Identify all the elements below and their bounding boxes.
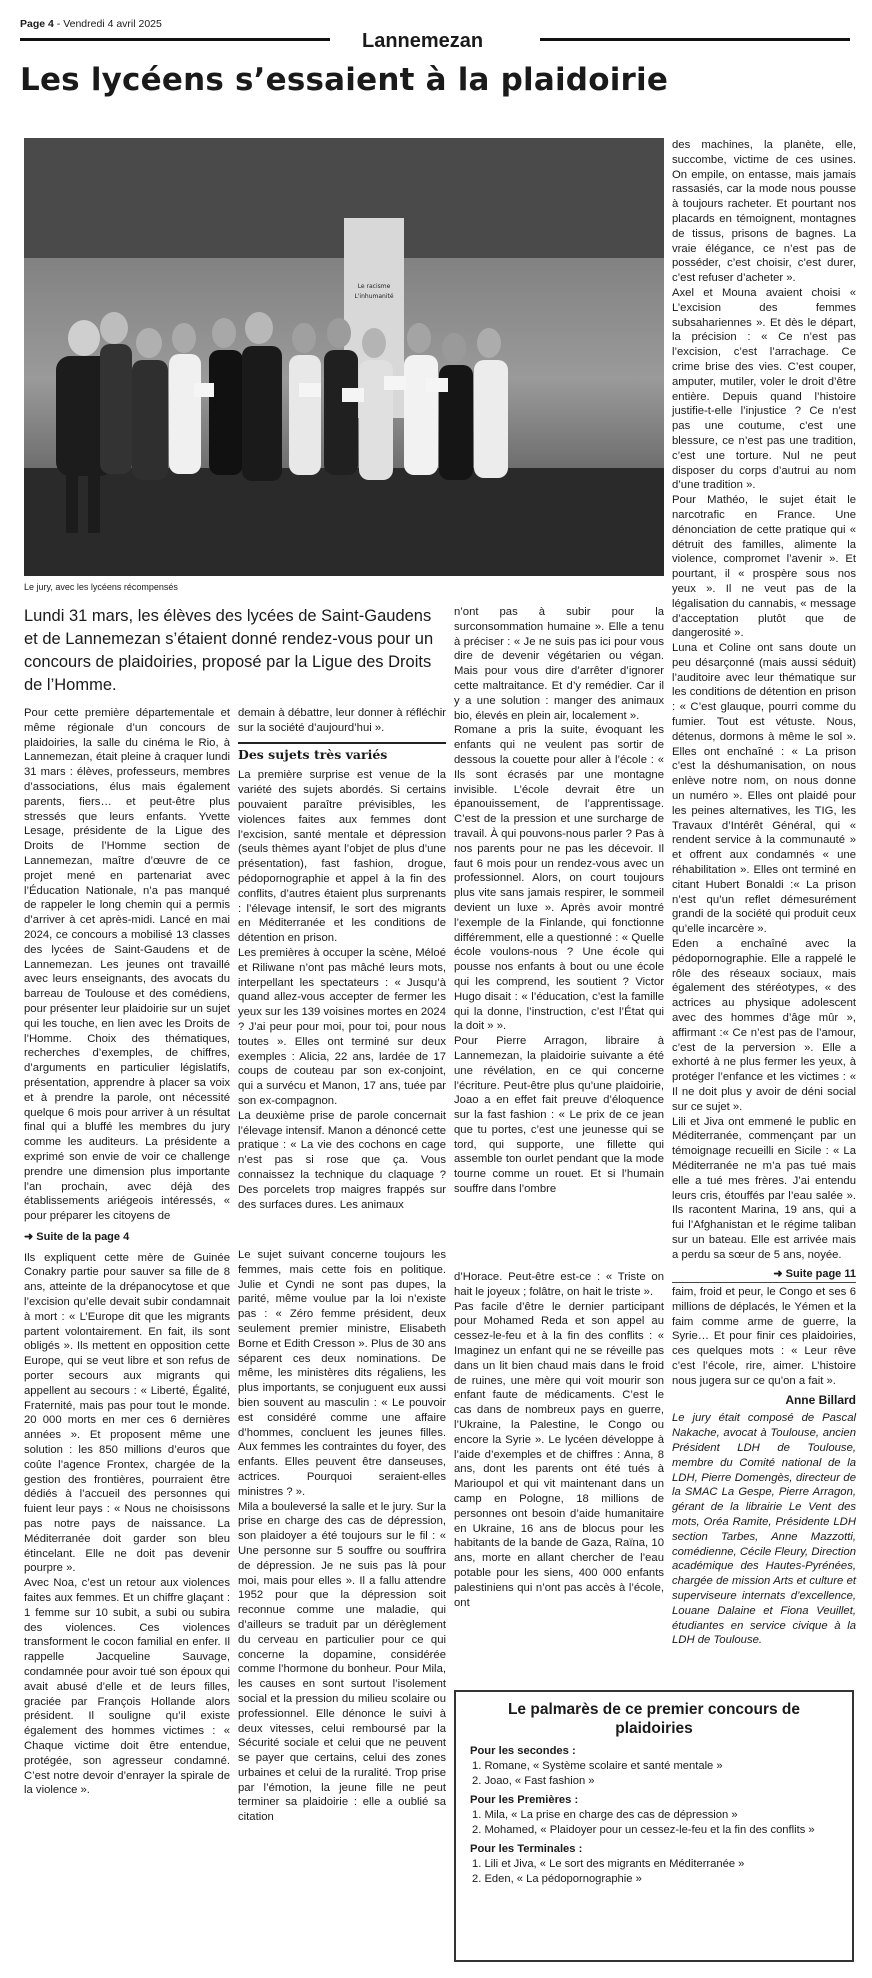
column-4 bbox=[672, 138, 856, 1285]
page-number: Page 4 bbox=[20, 18, 54, 30]
paragraph: Lili et Jiva ont emmené le public en Méditerranée, commençant par un témoignage recueilli en Sicile : « La Méditerranée ne m’a pas tué mais elle a tué mes frères. J’ai entendu leurs cris, étouffés par l’eau salée ». Ils racontent Marina, 19 ans, qui a fui l’Afghanistan et le régime taliban sur un bateau. Elle est arrivée mais a perdu sa sœur de 5 ans, noyée. bbox=[672, 1115, 856, 1261]
article-lead: Lundi 31 mars, les élèves des lycées de Saint-Gaudens et de Lannemezan s’étaient donné rendez-vous pour un concours de plaidoiries, proposé par la Ligue des Droits de l’Homme. bbox=[24, 607, 434, 694]
palmares-group-heading: Pour les secondes : bbox=[470, 1745, 576, 1757]
paragraph: Pour cette première départementale et même régionale d’un concours de plaidoiries, la salle du cinéma le Rio, à Lannemezan, était pleine à craquer lundi 31 mars : élèves, professeurs, membres d’associations, élus mais également parents, fiers… et peut-être plus stressés que leurs enfants. Yvette Lesage, présidente de la Ligue des Droits de l’Homme section de Lannemezan, maître d’œuvre de ce projet mené en partenariat avec l’Éducation Nationale, n’a pas manqué de rappeler le long chemin qui a permis d’arriver à cet après-midi. Lancé en mai 2024, ce concours a mobilisé 13 classes des lycées de Saint-Gaudens et de Lannemezan. Les jeunes ont travaillé avec leurs enseignants, des avocats du barreau de Toulouse et des comédiens, pour présenter leur plaidoirie sur un sujet qui les touche, en lien avec les Droits de l’Homme. Choix des thématiques, recherches d’exemples, de chiffres, d’arguments en particulier législatifs, présentation, apprendre à placer sa voix et à prendre la parole, ont nécessité quelque 6 mois pour arriver à un résultat final qui a bluffé les membres du jury comme les auditeurs. La présidente a exprimé son envie de voir ce challenge prendre une dimension plus importante l’an prochain, avec déjà des établissements ariégeois intéressés, « pour préparer les citoyens de bbox=[24, 707, 230, 1223]
newspaper-page bbox=[12, 0, 860, 1970]
column-3-lower bbox=[454, 1270, 664, 1610]
paragraph: Pour Mathéo, le sujet était le narcotrafic en France. Une dénonciation de cette pratique qui « détruit des familles, alimente la violence, compromet l’avenir ». Et pourtant, il « prospère sous nos yeux ». Il ne veut pas de la légalisation du cannabis, « message d’acceptation plutôt que de dangerosité ». bbox=[672, 494, 856, 640]
paragraph: faim, froid et peur, le Congo et ses 6 millions de déplacés, le Yémen et la faim comme arme de guerre, la Syrie… Et pour finir ces plaidoiries, ces quelques mots : « Leur rêve c’est l’école, rire, aimer. L’histoire nous jugera sur ce qu’on a fait ». bbox=[672, 1286, 856, 1387]
page-header bbox=[20, 8, 850, 52]
paragraph: Le sujet suivant concerne toujours les femmes, mais cette fois en politique. Julie et Cyndi ne sont pas dupes, la parité, même voulue par la loi n’existe pas : « Zéro femme président, deux seulement premier ministre, Elisabeth Borne et Edith Cresson ». Plus de 30 ans séparent ces deux nominations. De même, les ministères dits régaliens, les plus importants, se conjuguent eux aussi bien souvent au masculin : « Le pouvoir est considéré comme une affaire d’hommes, concluent les jeunes filles. Aux femmes les contraintes du foyer, des enfants. Elles peuvent être danseuses, actrices. Pourquoi seraient-elles ministres ? ». bbox=[238, 1249, 446, 1498]
paragraph: Les premières à occuper la scène, Méloé et Riliwane n’ont pas mâché leurs mots, interpellant les spectateurs : « Jusqu’à quand allez-vous accepter de fermer les yeux sur les 139 voisines mortes en 2024 ? J’ai peur pour moi, pour toi, pour nous toutes ». Elles ont terminé sur deux exemples : Alicia, 22 ans, lardée de 17 coups de couteau par son ex-conjoint, qui a survécu et Manon, 17 ans, tuée par son ex-compagnon. bbox=[238, 946, 446, 1107]
header-rule-left bbox=[20, 38, 330, 41]
author-signature: Anne Billard bbox=[785, 1392, 856, 1407]
paragraph: Ils expliquent cette mère de Guinée Conakry partie pour sauver sa fille de 8 ans, atteinte de la drépanocytose et que l’excision qu’elle devait subir condamnait à mort : « L’Europe dit que les migrants partent volontairement. En fait, ils sont obligés ». Ils mettent en opposition cette Europe, qui se veut libre et son refus de porter secours aux migrants qui appellent au secours : « Liberté, Égalité, Fraternité, mais pas pour tout le monde. 20 000 morts en mer ces 6 dernières années ». Et proposent même une solution : les 850 millions d’euros que coûte l’agence Frontex, chargée de la gestion des frontières, pourraient être dédiés à l’accueil des personnes qui fuient leur pays : « Nous ne choisissons pas notre pays de naissance. La Méditerranée doit garder son bleu étincelant. Elle ne doit pas devenir pourpre ». bbox=[24, 1251, 230, 1575]
paragraph: Pas facile d’être le dernier participant pour Mohamed Reda et son appel au cessez-le-feu et à la fin des conflits : « Imaginez un enfant qui ne se réveille pas dans un lit bien chaud mais dans le froid de ruines, une mère qui voit mourir son enfant faute de médicaments. C’est le cas dans de nombreux pays en guerre, l’Ukraine, la Palestine, le Congo ou encore la Syrie ». Le lycéen développe à l’aide d’exemples et de chiffres : Anna, 8 ans, dont les parents ont été tués à Marioupol et qui vit maintenant dans un camp en Pologne, 18 millions de personnes ont besoin d’aide humanitaire en Ukraine, 16 ans de blocus pour les habitants de la bande de Gaza, Raïna, 10 ans, morte en allant chercher de l’eau potable pour les siens, 400 000 enfants palestiniens qui n’ont pas accès à l’école, ont bbox=[454, 1300, 664, 1609]
jury-note: Le jury était composé de Pascal Nakache, avocat à Toulouse, ancien Président LDH de Toulouse, membre du Comité national de la LDH, Pierre Domengès, directeur de la SMAC La Gespe, Pierre Arragon, gérant de la librairie Le Vent des mots, Oréa Ramite, Présidente LDH section Tarbes, Anne Mazzotti, comédienne, Cécile Fleury, Direction académique des Hautes-Pyrénées, chargée de mission Arts et culture et superviseure internats d’excellence, Louane Dalaine et Fiona Veuillet, étudiantes en service civique à la LDH de Toulouse. bbox=[672, 1412, 856, 1647]
article-photo bbox=[24, 138, 664, 576]
paragraph: n’ont pas à subir pour la surconsommation humaine ». Elle a tenu à préciser : « Je ne suis pas ici pour vous dire de devenir végétarien ou végan. Mais pour vous dire d’arrêter d’ignorer cette maltraitance. Et d’y remédier. Car il y a une solution : manger des animaux bio, élevés en plein air, localement ». bbox=[454, 606, 664, 722]
page-date: Vendredi 4 avril 2025 bbox=[63, 18, 162, 30]
column-1 bbox=[24, 706, 230, 1798]
paragraph: des machines, la planète, elle, succombe, victime de ces usines. On empile, on entasse, mais jamais rassasiés, car la mode nous pousse à toujours racheter. Et pourtant nos placards en témoignent, montagnes de tissus, prisons de bagnes. La vraie élégance, ce n’est pas de posséder, c’est choisir, c’est durer, c’est refuser d’acheter ». bbox=[672, 139, 856, 285]
paragraph: demain à débattre, leur donner à réfléchir sur la société d’aujourd’hui ». bbox=[238, 707, 446, 734]
paragraph: Pour Pierre Arragon, libraire à Lannemezan, la plaidoirie suivante a été une révélation, en ce qui concerne l’écriture. Peut-être plus qu’une plaidoirie, Joao a en effet fait preuve d’éloquence sur la fast fashion : « Le prix de ce jean que tu portes, c’est une jeunesse qui se tord, qui supporte, une fillette qui assemble ton ourlet pendant que la mode tourne comme un rouet. Et si l’humain souffre dans l’ombre bbox=[454, 1035, 664, 1196]
article-headline: Les lycéens s’essaient à la plaidoirie bbox=[20, 62, 669, 98]
section-name: Lannemezan bbox=[362, 30, 484, 52]
paragraph: Eden a enchaîné avec la pédopornographie. Elle a rappelé le rôle des réseaux sociaux, mais également des stéréotypes, « des actrices au physique adolescent avec des hommes d’âge mûr », affirmant :« Ce n’est pas de l’amour, c’est de la perversion ». Elle a exhorté à ne plus fermer les yeux, à protéger l’enfance et les victimes : « Il ne doit plus y avoir de déni social sur ce sujet ». bbox=[672, 938, 856, 1113]
banner-text-2: L'inhumanité bbox=[354, 293, 394, 300]
page-info: Page 4 - Vendredi 4 avril 2025 bbox=[20, 18, 162, 30]
palmares-item: 2. Joao, « Fast fashion » bbox=[472, 1775, 595, 1787]
paragraph: Avec Noa, c’est un retour aux violences faites aux femmes. Et un chiffre glaçant : 1 femme sur 10 subit, a subi ou subira des violences. Ces violences transforment le cocon familial en enfer. Il rappelle Jacqueline Sauvage, condamnée pour avoir tué son époux qui avait abusé d’elle et de leurs filles, graciée par François Hollande alors président. Il souligne qu’il existe également des hommes victimes : « Chaque victime doit être entendue, protégée, son agresseur condamné. C’est notre devoir d’enrayer la spirale de la violence ». bbox=[24, 1577, 230, 1797]
photo-illustration bbox=[24, 138, 664, 576]
continued-from-label: ➜ Suite de la page 4 bbox=[24, 1230, 130, 1243]
subheading: Des sujets très variés bbox=[238, 742, 446, 763]
palmares-item: 2. Mohamed, « Plaidoyer pour un cessez-le-feu et la fin des conflits » bbox=[472, 1824, 815, 1836]
paragraph: Romane a pris la suite, évoquant les enfants qui ne veulent pas sortir de dessous la couette pour aller à l’école : « Ils sont écrasés par une montagne invisible. L’école devrait être un épanouissement, de l’apprentissage. C’est de la pression et une surcharge de travail. À qui pouvons-nous parler ? Pas à nos parents pour ne pas les décevoir. Il faut 6 mois pour un rendez-vous avec un professionnel. Alors, on court toujours plus vite sans jamais respirer, le sommeil devient un luxe ». Après avoir montré l’exemple de la Finlande, qui fonctionne différemment, elle a questionné : « Quelle école voulons-nous ? Une école qui pousse nos enfants à bout ou une école qui les comprend, les soutient ? Victor Hugo disait : « l’éducation, c’est la famille qui la donne, l’instruction, c’est l’État qui la doit » ». bbox=[454, 724, 664, 1033]
column-3 bbox=[454, 605, 664, 1197]
continued-on-label: ➜ Suite page 11 bbox=[773, 1267, 856, 1280]
palmares-group-heading: Pour les Premières : bbox=[470, 1794, 579, 1806]
paragraph: Axel et Mouna avaient choisi « L’excision des femmes subsahariennes ». Et dès le départ, la précision : « Ce n’est pas l’excision, c’est l’arrachage. Ce crime brise des vies. C’est couper, amputer, mutiler, voler le droit d’être entière. Depuis quand l’histoire justifie-t-elle l’injustice ? Ce n’est pas une coutume, c’est une blessure, ce n’est pas une tradition, c’est une torture. Nul ne peut disposer du corps d’autrui au nom d’une tradition ». bbox=[672, 286, 856, 492]
palmares-box bbox=[454, 1690, 854, 1962]
column-4-lower bbox=[672, 1285, 856, 1648]
header-rule-right bbox=[540, 38, 850, 41]
column-divider bbox=[672, 1282, 856, 1283]
palmares-item: 1. Mila, « La prise en charge des cas de dépression » bbox=[472, 1809, 738, 1821]
palmares-item: 1. Lili et Jiva, « Le sort des migrants en Méditerranée » bbox=[472, 1858, 745, 1870]
paragraph: d’Horace. Peut-être est-ce : « Triste on hait le joyeux ; folâtre, on hait le triste ». bbox=[454, 1271, 664, 1298]
column-2-lower bbox=[238, 1248, 446, 1825]
banner-text-1: Le racisme bbox=[357, 283, 391, 290]
paragraph: Luna et Coline ont sans doute un peu désarçonné (mais aussi séduit) l’auditoire avec leur thématique sur les conditions de détention en prison : « C’est glauque, pourri comme du fumier. Tout est vétuste. Nous, détenus, dormons à même le sol ». Elles ont enchaîné : « La prison c’est la déshumanisation, on nous enlève notre nom, on nous donne un numéro ». Elles ont plaidé pour les peines alternatives, les TIG, les Travaux d’Intérêt Général, qui « rendent service à la communauté » et offrent aux condamnés « une réhabilitation ». Elles ont terminé en citant Hubert Bonaldi :« La prison n’est qu’un reflet démesurément grandi de la société qui produit ceux qu’elle incarcère ». bbox=[672, 642, 856, 936]
photo-caption: Le jury, avec les lycéens récompensés bbox=[24, 582, 178, 592]
column-2 bbox=[238, 706, 446, 1212]
paragraph: La deuxième prise de parole concernait l’élevage intensif. Manon a dénoncé cette pratique : « La vie des cochons en cage n’est pas si rose que ça. Vous connaissez la technique du claquage ? Des porcelets trop maigres frappés sur des surfaces dures. Les animaux bbox=[238, 1109, 446, 1211]
palmares-title: Le palmarès de ce premier concours de plaidoiries bbox=[507, 1701, 801, 1737]
palmares-group-heading: Pour les Terminales : bbox=[470, 1843, 583, 1855]
palmares-item: 1. Romane, « Système scolaire et santé mentale » bbox=[472, 1760, 723, 1772]
palmares-item: 2. Eden, « La pédopornographie » bbox=[472, 1873, 642, 1885]
paragraph: Mila a bouleversé la salle et le jury. Sur la prise en charge des cas de dépression, son plaidoyer a été toujours sur le fil : « Une personne sur 5 souffre ou souffrira de dépression. Je ne suis pas là pour moi, mais pour elles ». Il a fallu attendre 1952 pour que la dépression soit reconnue comme une maladie, qui d’ailleurs se traduit par un dérèglement du cerveau en particulier pour ce qui concerne la dopamine, considérée comme l’hormone du bonheur. Pour Mila, les causes en sont surtout l’isolement social et la pression du milieu scolaire ou professionnel. Elle dénonce le suivi à deux vitesses, celui remboursé par la Sécurité sociale et celui que ne peuvent se payer que certains, celui des zones urbaines et celui de la ruralité. Trop prise par l’émotion, la jeune fille ne peut terminer sa plaidoirie : elle a oublié sa citation bbox=[238, 1500, 446, 1824]
paragraph: La première surprise est venue de la variété des sujets abordés. Si certains pouvaient paraître prévisibles, les violences faites aux femmes dont l’excision, santé mentale et dépression (seuls thèmes ayant l’objet de plus d’une présentation), fast fashion, drogue, pédopornographie et appel à la fin des conflits, d’autres étaient plus surprenants : l’élevage intensif, le sort des migrants en Méditerranée et les conditions de détention en prison. bbox=[238, 769, 446, 945]
